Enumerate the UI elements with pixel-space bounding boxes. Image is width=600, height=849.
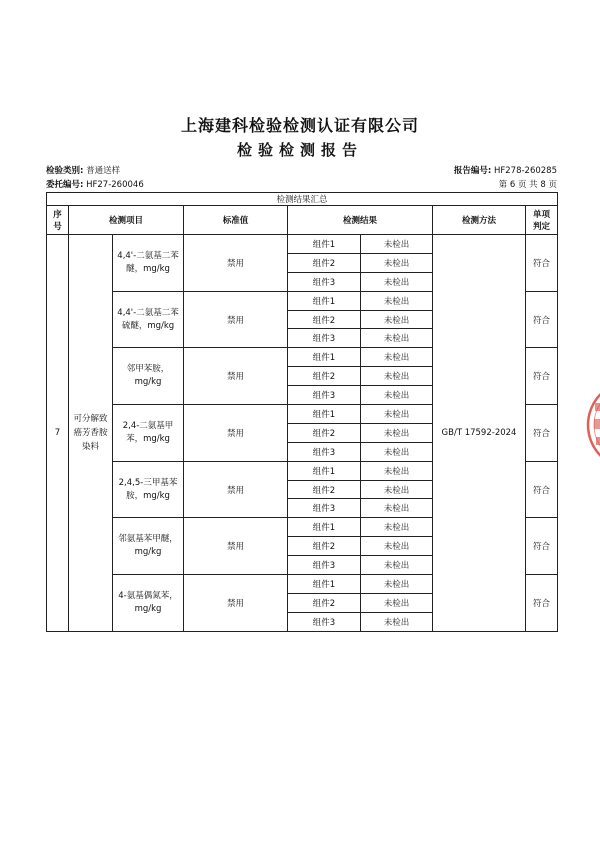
standard-value: 禁用 — [184, 405, 288, 462]
category-cell: 可分解致癌芳香胺染料 — [69, 235, 113, 632]
report-subtitle: 检验检测报告 — [236, 141, 363, 159]
result-cell: 未检出 — [361, 537, 433, 556]
report-no-line — [454, 164, 557, 176]
component-cell: 组件3 — [288, 499, 361, 518]
component-cell: 组件3 — [288, 556, 361, 575]
component-cell: 组件1 — [288, 518, 361, 537]
result-cell: 未检出 — [361, 480, 433, 499]
client-no-line — [46, 178, 144, 190]
verdict-cell: 符合 — [526, 575, 558, 632]
standard-value: 禁用 — [184, 291, 288, 348]
item-name: 4-氨基偶氮苯，mg/kg — [113, 575, 184, 632]
results-table — [46, 192, 558, 632]
result-cell: 未检出 — [361, 405, 433, 424]
result-cell: 未检出 — [361, 367, 433, 386]
item-name: 邻氨基苯甲醚，mg/kg — [113, 518, 184, 575]
component-cell: 组件3 — [288, 329, 361, 348]
category-label: 检验类别: — [46, 166, 84, 176]
component-cell: 组件3 — [288, 272, 361, 291]
result-cell: 未检出 — [361, 442, 433, 461]
header-item: 检测项目 — [69, 206, 184, 235]
seal-stamp — [582, 375, 600, 475]
result-cell: 未检出 — [361, 612, 433, 631]
verdict-cell: 符合 — [526, 405, 558, 462]
component-cell: 组件3 — [288, 386, 361, 405]
result-cell: 未检出 — [361, 329, 433, 348]
component-cell: 组件2 — [288, 423, 361, 442]
header-method: 检测方法 — [433, 206, 526, 235]
result-cell: 未检出 — [361, 235, 433, 254]
standard-value: 禁用 — [184, 575, 288, 632]
seq-cell: 7 — [47, 235, 69, 632]
component-cell: 组件1 — [288, 291, 361, 310]
category-line — [46, 164, 120, 176]
result-cell: 未检出 — [361, 593, 433, 612]
component-cell: 组件2 — [288, 310, 361, 329]
component-cell: 组件1 — [288, 461, 361, 480]
standard-value: 禁用 — [184, 461, 288, 518]
item-name: 2,4-二氨基甲苯，mg/kg — [113, 405, 184, 462]
item-name: 4,4'-二氨基二苯硫醚，mg/kg — [113, 291, 184, 348]
result-cell: 未检出 — [361, 423, 433, 442]
result-cell: 未检出 — [361, 253, 433, 272]
standard-value: 禁用 — [184, 235, 288, 292]
table-caption: 检测结果汇总 — [47, 193, 558, 206]
table-caption-row — [47, 193, 558, 206]
verdict-cell: 符合 — [526, 461, 558, 518]
header-standard: 标准值 — [184, 206, 288, 235]
verdict-cell: 符合 — [526, 235, 558, 292]
result-cell: 未检出 — [361, 291, 433, 310]
method-cell: GB/T 17592-2024 — [433, 235, 526, 632]
result-cell: 未检出 — [361, 556, 433, 575]
result-cell: 未检出 — [361, 499, 433, 518]
client-no-label: 委托编号: — [46, 180, 84, 190]
report-no-value: HF278-260285 — [493, 166, 557, 176]
result-cell: 未检出 — [361, 575, 433, 594]
item-name: 4,4'-二氨基二苯醚，mg/kg — [113, 235, 184, 292]
result-cell: 未检出 — [361, 272, 433, 291]
page-info: 第 6 页 共 8 页 — [498, 180, 557, 190]
standard-value: 禁用 — [184, 518, 288, 575]
client-no-value: HF27-260046 — [86, 180, 144, 190]
result-cell: 未检出 — [361, 310, 433, 329]
item-name: 邻甲苯胺，mg/kg — [113, 348, 184, 405]
verdict-cell: 符合 — [526, 518, 558, 575]
result-cell: 未检出 — [361, 348, 433, 367]
standard-value: 禁用 — [184, 348, 288, 405]
table-header-row — [47, 206, 558, 235]
component-cell: 组件2 — [288, 367, 361, 386]
result-cell: 未检出 — [361, 386, 433, 405]
header-seq: 序号 — [47, 206, 69, 235]
component-cell: 组件1 — [288, 405, 361, 424]
category-value: 普通送样 — [86, 166, 121, 176]
component-cell: 组件3 — [288, 442, 361, 461]
component-cell: 组件1 — [288, 575, 361, 594]
report-company-title: 上海建科检验检测认证有限公司 — [180, 116, 419, 135]
header-result: 检测结果 — [288, 206, 433, 235]
component-cell: 组件2 — [288, 537, 361, 556]
report-no-label: 报告编号: — [453, 166, 492, 176]
item-name: 2,4,5-三甲基苯胺，mg/kg — [113, 461, 184, 518]
result-cell: 未检出 — [361, 518, 433, 537]
component-cell: 组件1 — [288, 348, 361, 367]
verdict-cell: 符合 — [526, 348, 558, 405]
result-cell: 未检出 — [361, 461, 433, 480]
component-cell: 组件2 — [288, 593, 361, 612]
component-cell: 组件1 — [288, 235, 361, 254]
verdict-cell: 符合 — [526, 291, 558, 348]
header-verdict: 单项判定 — [526, 206, 558, 235]
component-cell: 组件3 — [288, 612, 361, 631]
component-cell: 组件2 — [288, 480, 361, 499]
table-row — [47, 235, 558, 254]
component-cell: 组件2 — [288, 253, 361, 272]
